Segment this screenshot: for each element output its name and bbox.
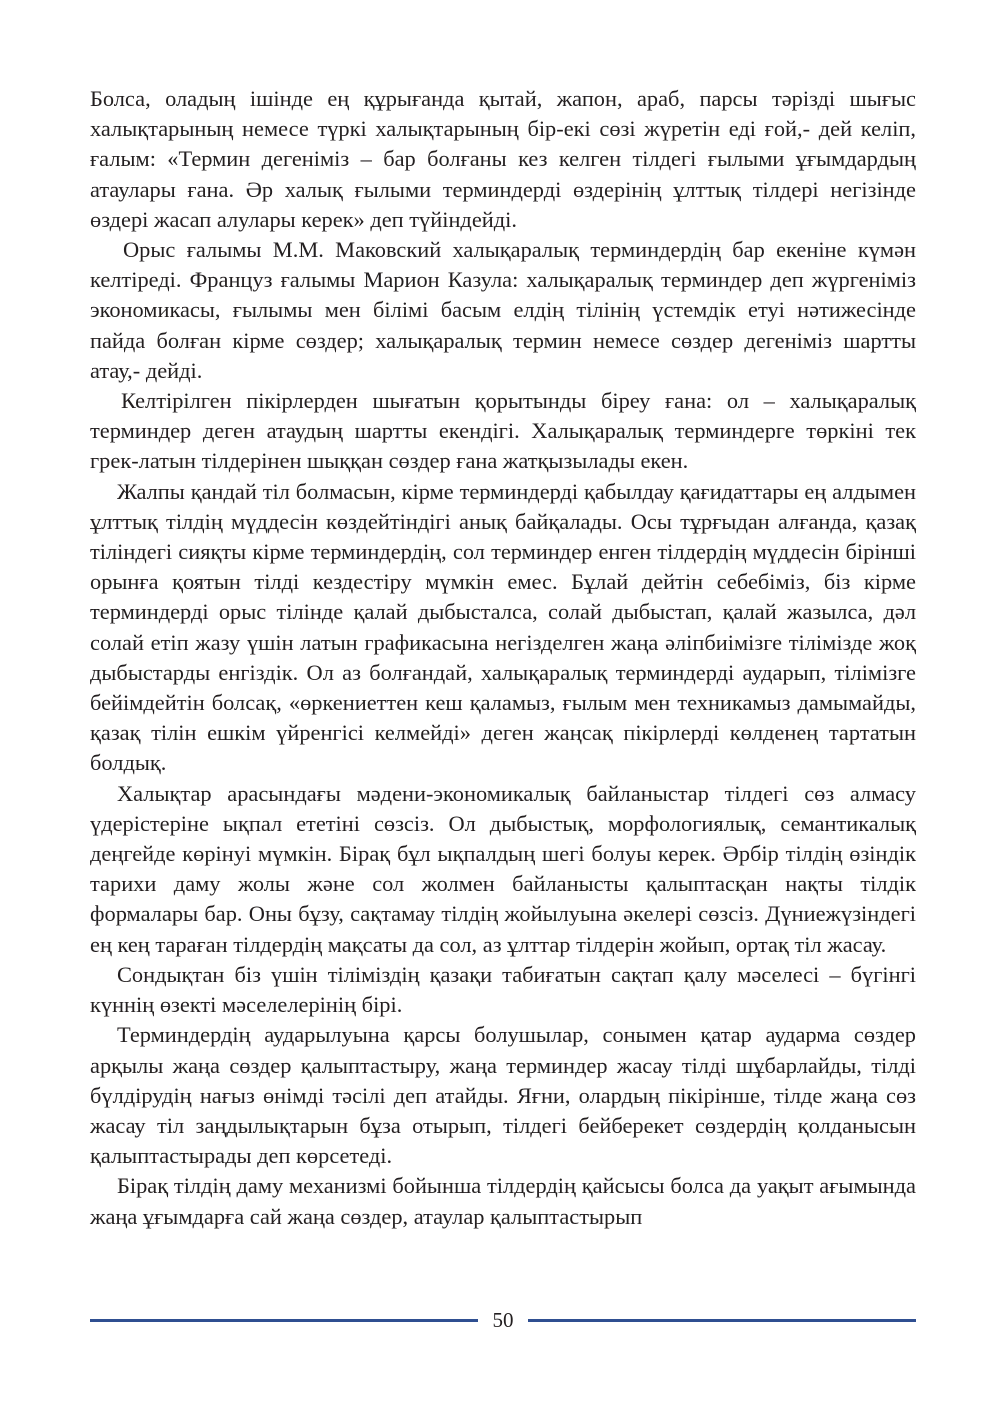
paragraph: Келтірілген пікірлерден шығатын қорытынды біреу ғана: ол – халықаралық терминдер деген атаудың шартты екендігі. Халықаралық терминдерге төркіні тек грек-латын тілдерінен шыққан сөздер ғана жатқызылады екен. xyxy=(90,388,916,474)
paragraph: Жалпы қандай тіл болмасын, кірме терминдерді қабылдау қағидаттары ең алдымен ұлттық тілдің мүддесін көздейтіндігі анық байқалады. Осы тұрғыдан алғанда, қазақ тіліндегі сияқты кірме терминдердің, сол терминдер енген тілдердің мүддесін бірінші орынға қоятын тілді кездестіру мүмкін емес. Бұлай дейтін себебіміз, біз кірме терминдерді орыс тілінде қалай дыбысталса, солай дыбыстап, қалай жазылса, дәл солай етіп жазу үшін латын графикасына негізделген жаңа әліпбиімізге тілімізде жоқ дыбыстарды енгіздік. Ол аз болғандай, халықаралық терминдерді аударып, тілімізге бейімдейтін болсақ, «өркениеттен кеш қаламыз, ғылым мен техникамыз дамымайды, қазақ тілін ешкім үйренгісі келмейді» деген жаңсақ пікірлерді көлденең тартатын болдық. xyxy=(90,478,916,776)
paragraph: Орыс ғалымы М.М. Маковский халықаралық терминдердің бар екеніне күмән келтіреді. Француз ғалымы Марион Казула: халықаралық терминдер деп жүргеніміз экономикасы, ғылымы мен білімі басым елдің тілінің үстемдік етуі нәтижесінде пайда болған кірме сөздер; халықаралық термин немесе сөздер дегеніміз шартты атау,- дейді. xyxy=(90,237,916,383)
page-number: 50 xyxy=(492,1308,514,1332)
paragraph: Бірақ тілдің даму механизмі бойынша тілдердің қайсысы болса да уақыт ағымында жаңа ұғымдарға сай жаңа сөздер, атаулар қалыптастырып xyxy=(90,1173,916,1229)
paragraph: Халықтар арасындағы мәдени-экономикалық байланыстар тілдегі сөз алмасу үдерістеріне ықпал ететіні сөзсіз. Ол дыбыстық, морфологиялық, семантикалық деңгейде көрінуі мүмкін. Бірақ бұл ықпалдың шегі болуы керек. Әрбір тілдің өзіндік тарихи даму жолы және сол жолмен байланысты қалыптасқан нақты тілдік формалары бар. Оны бұзу, сақтамау тілдің жойылуына әкелері сөзсіз. Дүниежүзіндегі ең кең тараған тілдердің мақсаты да сол, аз ұлттар тілдерін жойып, ортақ тіл жасау. xyxy=(90,780,916,957)
paragraph: Болса, оладың ішінде ең құрығанда қытай, жапон, араб, парсы тәрізді шығыс халықтарының немесе түркі халықтарының бір-екі сөзі жүретін еді ғой,- дей келіп, ғалым: «Термин дегеніміз – бар болғаны кез келген тілдегі ғылыми ұғымдардың атаулары ғана. Әр халық ғылыми терминдерді өздерінің ұлттық тілдері негізінде өздері жасап алулары керек» деп түйіндейді. xyxy=(90,86,916,232)
paragraph: Терминдердің аударылуына қарсы болушылар, сонымен қатар аударма сөздер арқылы жаңа сөздер қалыптастыру, жаңа терминдер жасау тілді шұбарлайды, тілді бүлдірудің нағыз өнімді тәсілі деп атайды. Яғни, олардың пікірінше, тілде жаңа сөз жасау тіл заңдылықтарын бұза отырып, тілдегі бейберекет сөздердің қолданысын қалыптастырады деп көрсетеді. xyxy=(90,1022,916,1169)
page-footer xyxy=(90,1308,916,1332)
page-body xyxy=(90,84,916,1232)
footer-rule-right xyxy=(528,1319,916,1322)
footer-rule-left xyxy=(90,1319,478,1322)
paragraph: Сондықтан біз үшін тіліміздің қазақи табиғатын сақтап қалу мәселесі – бүгінгі күннің өзекті мәселелерінің бірі. xyxy=(90,961,916,1018)
